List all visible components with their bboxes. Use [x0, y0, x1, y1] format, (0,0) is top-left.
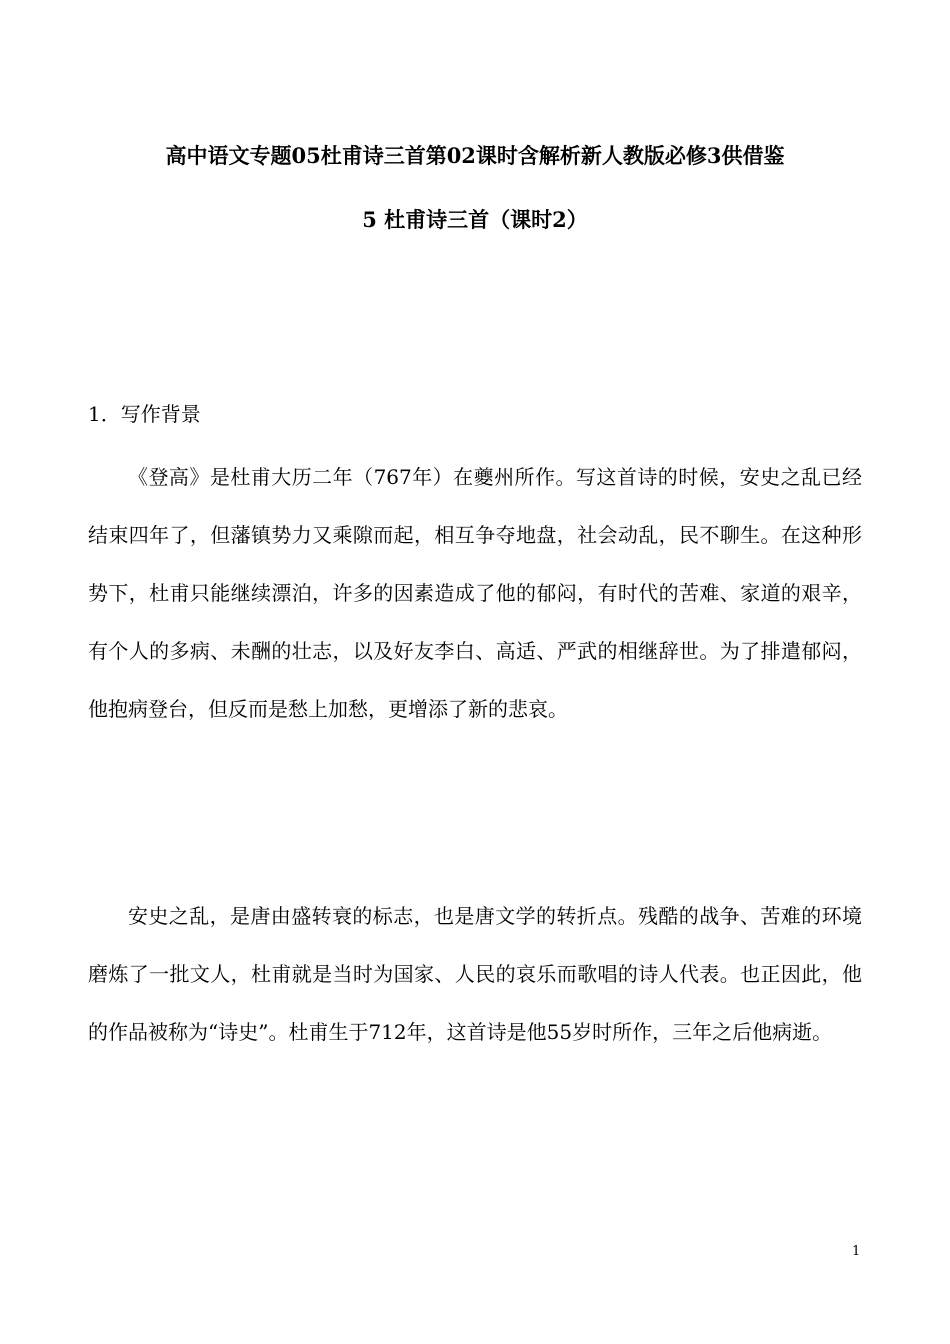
paragraph-writing-background: 《登高》是杜甫大历二年（767年）在夔州所作。写这首诗的时候，安史之乱已经结束四年了，但藩镇势力又乘隙而起，相互争夺地盘，社会动乱，民不聊生。在这种形势下，杜甫只能继续漂泊，许多的因素造成了他的郁闷，有时代的苦难、家道的艰辛，有个人的多病、未酬的壮志，以及好友李白、高适、严武的相继辞世。为了排遣郁闷，他抱病登台，但反而是愁上加愁，更增添了新的悲哀。 — [88, 465, 862, 721]
page-number: 1 — [852, 1244, 861, 1259]
document-title: 高中语文专题05杜甫诗三首第02课时含解析新人教版必修3供借鉴 — [165, 143, 785, 168]
lesson-title: 5 杜甫诗三首（课时2） — [362, 207, 588, 232]
section-heading: 1．写作背景 — [88, 402, 201, 426]
paragraph-anshi-rebellion: 安史之乱，是唐由盛转衰的标志，也是唐文学的转折点。残酷的战争、苦难的环境磨炼了一批文人，杜甫就是当时为国家、人民的哀乐而歌唱的诗人代表。也正因此，他的作品被称为“诗史”。杜甫生于712年，这首诗是他55岁时所作，三年之后他病逝。 — [88, 904, 862, 1044]
